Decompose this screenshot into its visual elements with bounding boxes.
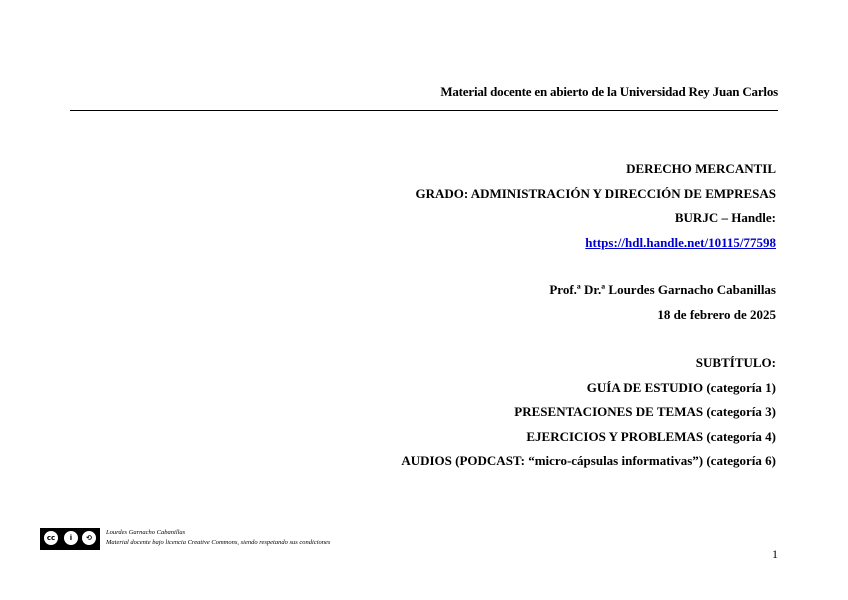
cc-by-sa-badge-icon: cc i ⟲ [40,528,100,550]
subject-title: DERECHO MERCANTIL [626,161,776,176]
subtitle-block [300,351,776,474]
handle-link[interactable]: https://hdl.handle.net/10115/77598 [585,234,776,250]
document-header: Material docente en abierto de la Universidad Rey Juan Carlos [440,84,778,99]
license-author: Lourdes Garnacho Cabanillas [106,529,186,536]
handle-label: BURJC – Handle: [674,210,776,225]
header-divider [70,110,778,111]
author-block [300,278,776,327]
license-text [106,528,330,548]
author-name: Prof.ª Dr.ª Lourdes Garnacho Cabanillas [549,282,776,297]
degree-title: GRADO: ADMINISTRACIÓN Y DIRECCIÓN DE EMPRESAS [415,185,776,201]
subtitle-item: EJERCICIOS Y PROBLEMAS (categoría 4) [526,428,776,444]
subtitle-item: AUDIOS (PODCAST: “micro-cápsulas informativas”) (categoría 6) [401,453,776,468]
subtitle-item: PRESENTACIONES DE TEMAS (categoría 3) [514,404,776,419]
license-footer [40,528,330,550]
subtitle-item: GUÍA DE ESTUDIO (categoría 1) [586,379,776,395]
page-number: 1 [772,547,778,561]
title-block [300,157,776,255]
document-date: 18 de febrero de 2025 [657,306,776,322]
license-statement: Material docente bajo licencia Creative Commons, siendo respetando sus condiciones [106,539,331,546]
subtitle-heading: SUBTÍTULO: [695,355,776,370]
